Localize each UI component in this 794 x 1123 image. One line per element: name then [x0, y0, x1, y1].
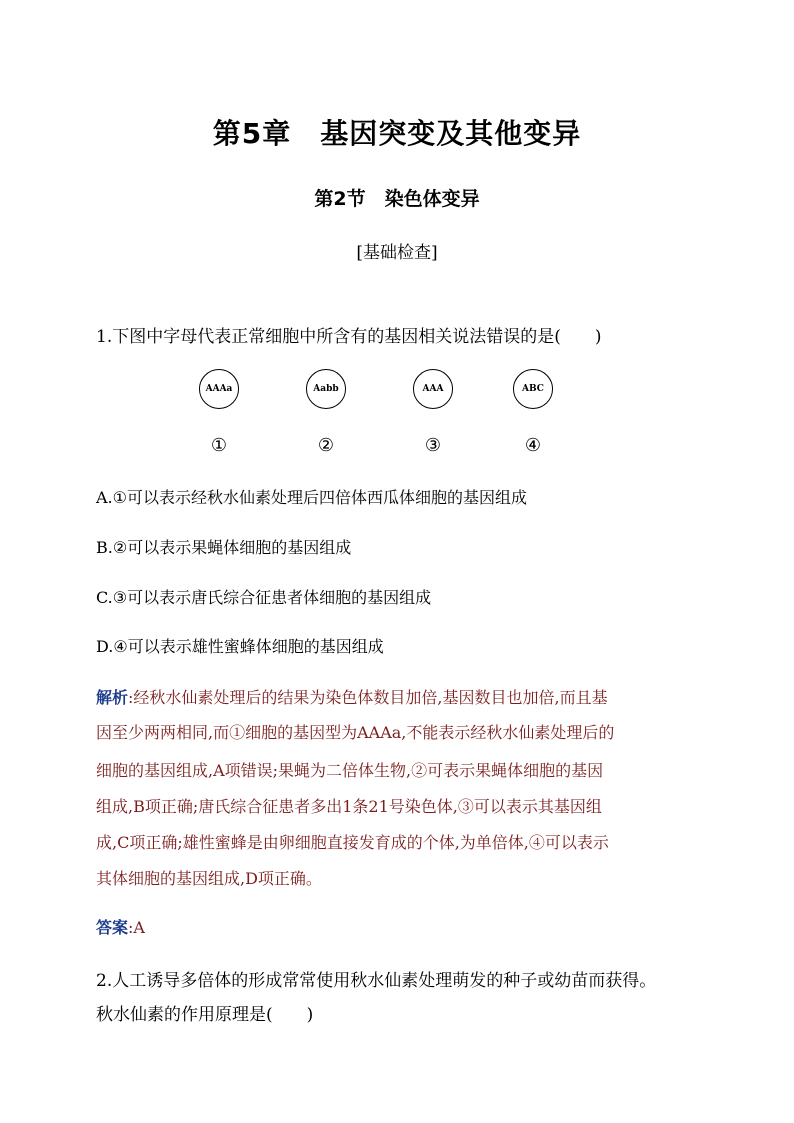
explanation-line-6: 其体细胞的基因组成,D项正确。	[96, 869, 322, 888]
answer-line	[96, 915, 145, 938]
answer-label: 答案	[96, 918, 129, 937]
explanation-line-1	[96, 685, 608, 708]
cell-3	[413, 369, 453, 409]
explanation-line-3: 细胞的基因组成,A项错误;果蝇为二倍体生物,②可表示果蝇体细胞的基因	[96, 761, 604, 780]
section-tag: [基础检查]	[356, 243, 438, 263]
explanation-line-4: 组成,B项正确;唐氏综合征患者多出1条21号染色体,③可以表示其基因组	[96, 797, 602, 816]
cell-3-number: ③	[424, 435, 442, 456]
question-1-stem: 1.下图中字母代表正常细胞中所含有的基因相关说法错误的是( )	[96, 327, 602, 347]
cell-4	[513, 369, 553, 409]
cell-1-genes: AAAa	[205, 384, 233, 394]
explanation-line-5: 成,C项正确;雄性蜜蜂是由卵细胞直接发育成的个体,为单倍体,④可以表示	[96, 833, 609, 852]
option-a: A.①可以表示经秋水仙素处理后四倍体西瓜体细胞的基因组成	[96, 488, 527, 507]
chapter-title: 第5章 基因突变及其他变异	[212, 117, 582, 150]
option-c: C.③可以表示唐氏综合征患者体细胞的基因组成	[96, 588, 432, 607]
section-title: 第2节 染色体变异	[314, 188, 480, 210]
cell-4-genes: ABC	[522, 384, 544, 394]
cell-2	[306, 369, 346, 409]
cell-2-genes: Aabb	[313, 384, 339, 394]
cell-2-number: ②	[317, 435, 335, 456]
cell-3-genes: AAA	[422, 384, 444, 394]
answer-value: :A	[128, 918, 145, 937]
question-2-line-1: 2.人工诱导多倍体的形成常常使用秋水仙素处理萌发的种子或幼苗而获得。	[96, 971, 657, 991]
option-b: B.②可以表示果蝇体细胞的基因组成	[96, 538, 352, 557]
explanation-label: 解析	[96, 688, 129, 707]
explanation-text-1: :经秋水仙素处理后的结果为染色体数目加倍,基因数目也加倍,而且基	[128, 688, 608, 707]
cell-1-number: ①	[210, 435, 228, 456]
option-d: D.④可以表示雄性蜜蜂体细胞的基因组成	[96, 637, 384, 656]
cell-4-number: ④	[524, 435, 542, 456]
explanation-line-2: 因至少两两相同,而①细胞的基因型为AAAa,不能表示经秋水仙素处理后的	[96, 723, 615, 742]
cell-1	[199, 369, 239, 409]
question-2-line-2: 秋水仙素的作用原理是( )	[96, 1005, 314, 1025]
